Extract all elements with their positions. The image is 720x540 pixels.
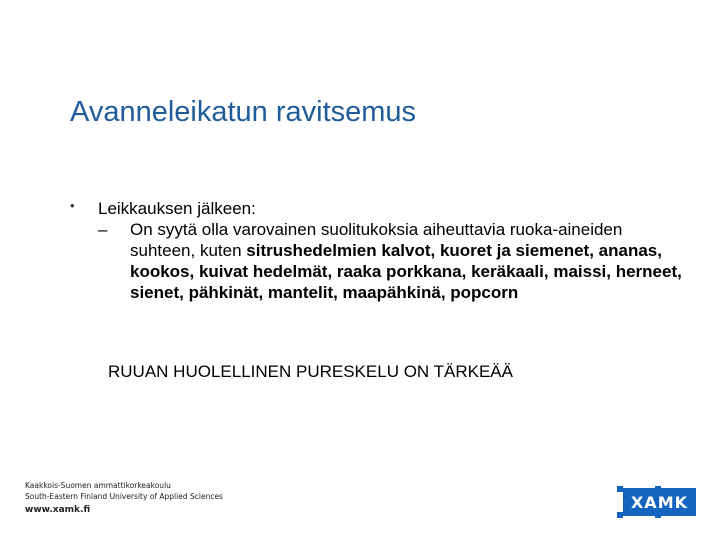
- sub-bullet-bold: sitrushedelmien kalvot, kuoret ja siemenet, ananas, kookos, kuivat hedelmät, raaka porkkana, keräkaali, maissi, herneet, sienet, pähkinät, mantelit, maapähkinä, popcorn: [130, 241, 682, 302]
- logo-corner-notch: [617, 486, 623, 492]
- emphasis-text: RUUAN HUOLELLINEN PURESKELU ON TÄRKEÄÄ: [108, 362, 513, 381]
- logo-corner-notch: [655, 512, 661, 518]
- footer-line-finnish: Kaakkois-Suomen ammattikorkeakoulu: [25, 481, 171, 490]
- logo-corner-notch: [655, 486, 661, 492]
- logo-text: XAMK: [630, 492, 689, 512]
- bullet-text: Leikkauksen jälkeen:: [98, 199, 256, 218]
- slide-title: Avanneleikatun ravitsemus: [70, 96, 417, 128]
- bullet-marker: •: [70, 198, 75, 213]
- footer-url: www.xamk.fi: [25, 505, 91, 515]
- sub-bullet-text: [130, 219, 690, 303]
- sub-bullet-plain: On syytä olla varovainen suolitukoksia aiheuttavia ruoka-aineiden suhteen, kuten: [130, 220, 623, 260]
- footer-line-english: South-Eastern Finland University of Applied Sciences: [25, 492, 223, 501]
- sub-bullet-marker: –: [98, 220, 108, 239]
- footer-institution: [25, 480, 223, 502]
- logo-corner-notch: [617, 512, 623, 518]
